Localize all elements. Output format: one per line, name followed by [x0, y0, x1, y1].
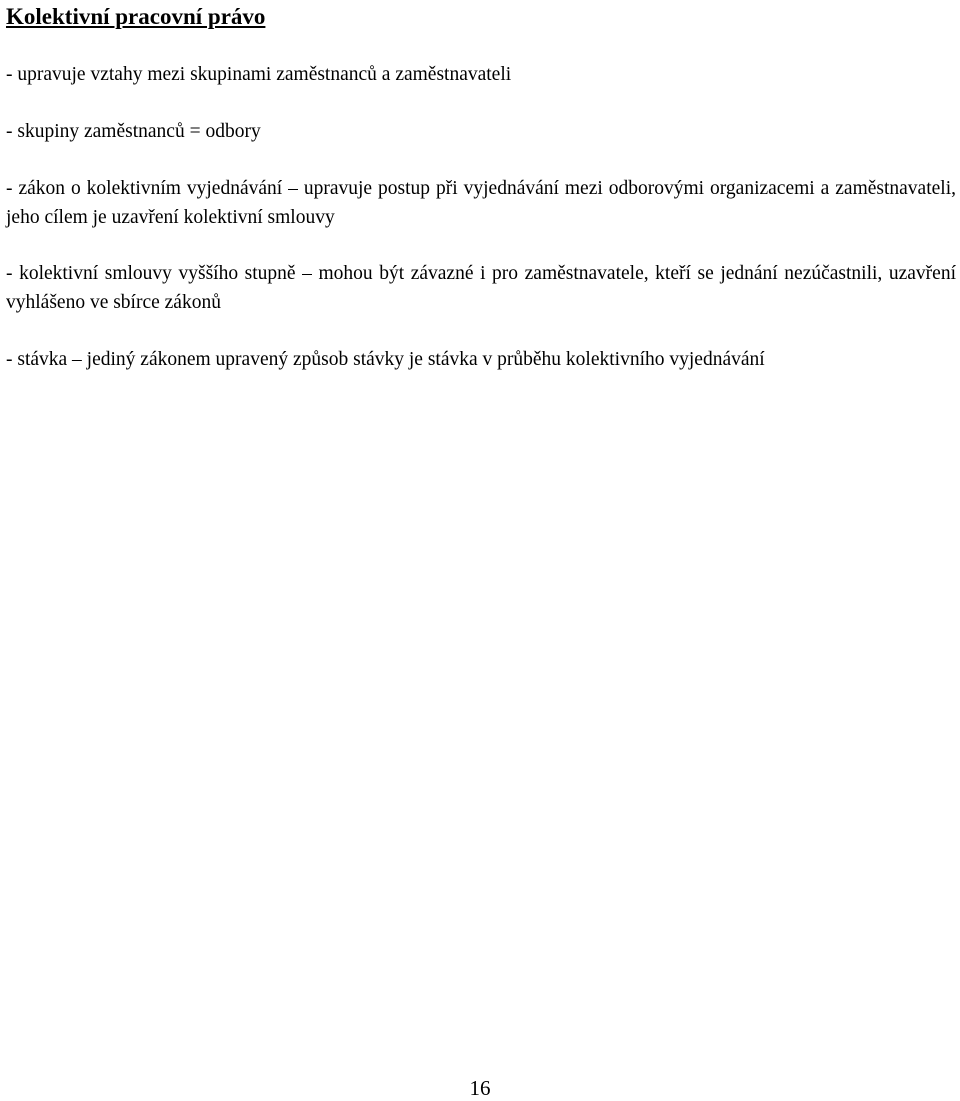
paragraph-3: - zákon o kolektivním vyjednávání – upravuje postup při vyjednávání mezi odborovými organizacemi a zaměstnavateli, jeho cílem je uzavření kolektivní smlouvy: [6, 178, 956, 228]
page-number: 16: [469, 1076, 491, 1100]
document-page: [6, 0, 956, 374]
paragraph-4: - kolektivní smlouvy vyššího stupně – mohou být závazné i pro zaměstnavatele, kteří se jednání nezúčastnili, uzavření vyhlášeno ve sbírce zákonů: [6, 263, 956, 313]
paragraph-2: - skupiny zaměstnanců = odbory: [6, 121, 261, 142]
paragraph-5: - stávka – jediný zákonem upravený způsob stávky je stávka v průběhu kolektivního vyjednávání: [6, 349, 765, 370]
paragraph-1: - upravuje vztahy mezi skupinami zaměstnanců a zaměstnavateli: [6, 64, 512, 85]
page-heading: Kolektivní pracovní právo: [6, 4, 266, 29]
